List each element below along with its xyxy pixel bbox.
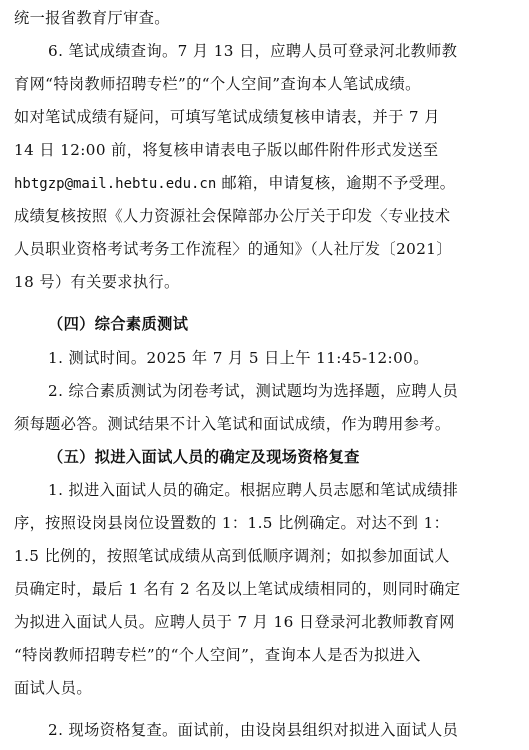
text-line: 如对笔试成绩有疑问，可填写笔试成绩复核申请表，并于 7 月: [14, 108, 440, 126]
text-line: 统一报省教育厅审查。: [14, 9, 170, 27]
paragraph-interview-selection: 1. 拟进入面试人员的确定。根据应聘人员志愿和笔试成绩排: [48, 481, 459, 499]
text-fragment: 邮箱，申请复核，逾期不予受理。: [216, 174, 456, 192]
text-line: 成绩复核按照《人力资源社会保障部办公厅关于印发〈专业技术: [14, 207, 451, 225]
text-line: 育网“特岗教师招聘专栏”的“个人空间”查询本人笔试成绩。: [14, 75, 421, 93]
text-line: 1.5 比例的，按照笔试成绩从高到低顺序调剂；如拟参加面试人: [14, 547, 450, 565]
paragraph-test-format: 2. 综合素质测试为闭卷考试，测试题均为选择题，应聘人员: [48, 382, 459, 400]
text-line: “特岗教师招聘专栏”的“个人空间”，查询本人是否为拟进入: [14, 646, 421, 664]
text-line: 序，按照设岗县岗位设置数的 1：1.5 比例确定。对达不到 1：: [14, 514, 450, 532]
paragraph-score-query: 6. 笔试成绩查询。7 月 13 日，应聘人员可登录河北教师教: [48, 42, 458, 60]
text-line: [14, 167, 455, 200]
section-heading-quality-test: （四）综合素质测试: [48, 315, 189, 333]
email-address: hbtgzp@mail.hebtu.edu.cn: [14, 176, 217, 192]
text-line: 人员职业资格考试考务工作流程〉的通知》（人社厅发〔2021〕: [14, 240, 452, 258]
text-line: 面试人员。: [14, 679, 92, 697]
text-line: 18 号）有关要求执行。: [14, 273, 180, 291]
paragraph-qualification-review: 2. 现场资格复查。面试前，由设岗县组织对拟进入面试人员: [48, 721, 459, 739]
text-line: 为拟进入面试人员。应聘人员于 7 月 16 日登录河北教师教育网: [14, 613, 455, 631]
text-line: 员确定时，最后 1 名有 2 名及以上笔试成绩相同的，则同时确定: [14, 580, 461, 598]
paragraph-test-time: 1. 测试时间。2025 年 7 月 5 日上午 11:45-12:00。: [48, 349, 429, 367]
section-heading-interview: （五）拟进入面试人员的确定及现场资格复查: [48, 448, 360, 466]
text-line: 须每题必答。测试结果不计入笔试和面试成绩，作为聘用参考。: [14, 415, 451, 433]
text-line: 14 日 12:00 前，将复核申请表电子版以邮件附件形式发送至: [14, 141, 439, 159]
